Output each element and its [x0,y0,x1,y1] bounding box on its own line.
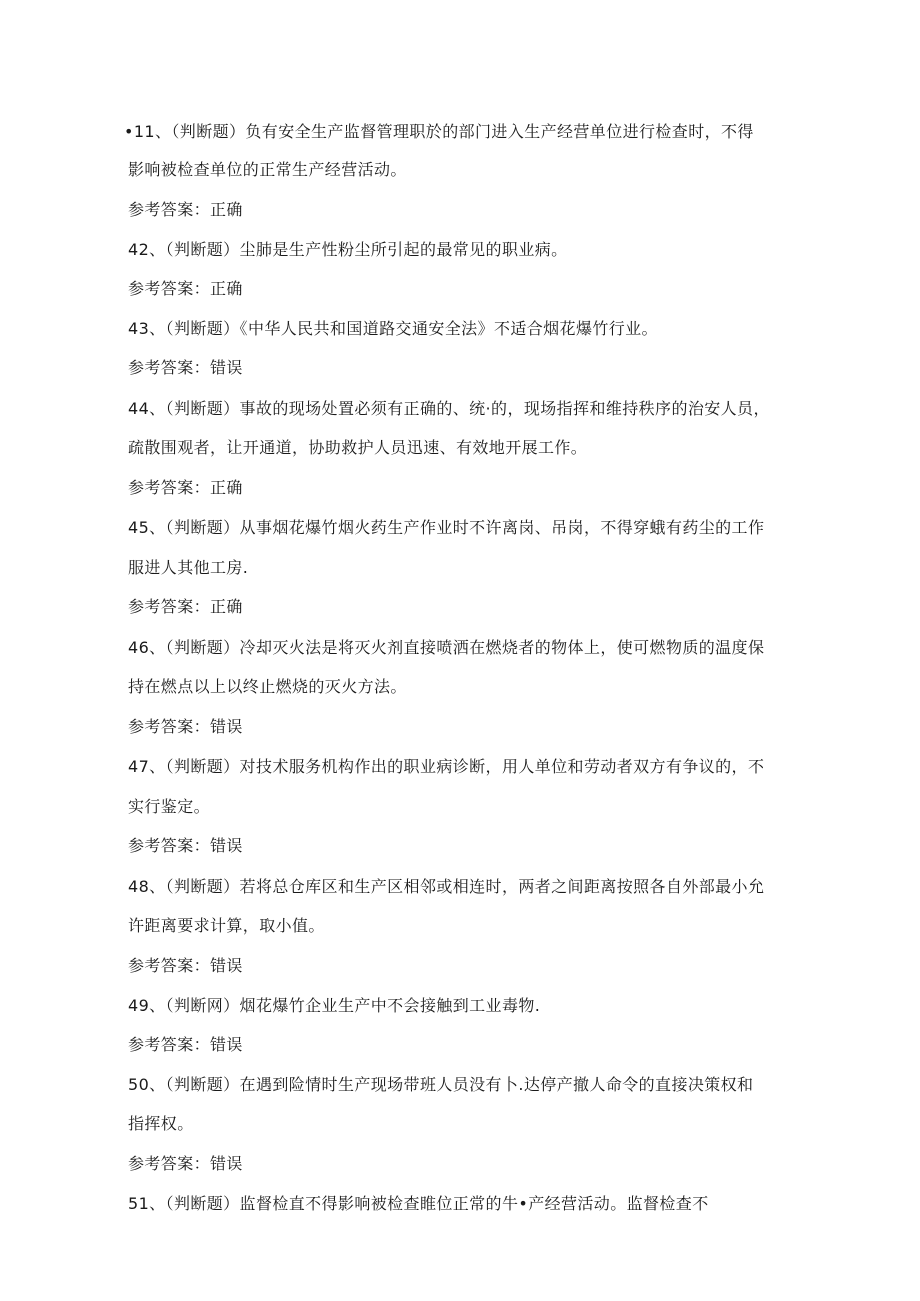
question-46-line-2: 持在燃点以上以终止燃烧的灭火方法。 [128,677,407,696]
question-11-line-1: •11、（判断题）负有安全生产监督管理职於的部门进入生产经营单位进行检查时，不得 [124,122,754,141]
answer-45: 参考答案：正确 [128,597,243,616]
question-44-line-1: 44、（判断题）事故的现场处置必须有正确的、统·的，现场指挥和维持秩序的治安人员， [128,399,770,418]
question-48-line-2: 许距离要求计算，取小值。 [128,916,325,935]
answer-48: 参考答案：错误 [128,956,243,975]
answer-43: 参考答案：错误 [128,358,243,377]
answer-46: 参考答案：错误 [128,717,243,736]
question-43-line-1: 43、（判断题）《中华人民共和国道路交通安全法》不适合烟花爆竹行业。 [128,319,658,338]
question-11-line-2: 影响被检查单位的正常生产经营活动。 [128,160,407,179]
answer-11: 参考答案：正确 [128,200,243,219]
question-50-line-1: 50、（判断题）在遇到险情时生产现场带班人员没有卜.达停产撤人命令的直接决策权和 [128,1075,754,1094]
question-47-line-1: 47、（判断题）对技术服务机构作出的职业病诊断，用人单位和劳动者双方有争议的，不 [128,757,765,776]
question-48-line-1: 48、（判断题）若将总仓库区和生产区相邻或相连时，两者之间距离按照各自外部最小允 [128,877,765,896]
answer-47: 参考答案：错误 [128,836,243,855]
question-45-line-2: 服进人其他工房. [128,558,249,577]
question-44-line-2: 疏散围观者，让开通道，协助救护人员迅速、有效地开展工作。 [128,438,588,457]
question-49-line-1: 49、（判断网）烟花爆竹企业生产中不会接触到工业毒物. [128,996,541,1015]
answer-49: 参考答案：错误 [128,1035,243,1054]
question-50-line-2: 指挥权。 [128,1114,194,1133]
answer-44: 参考答案：正确 [128,478,243,497]
answer-42: 参考答案：正确 [128,279,243,298]
answer-50: 参考答案：错误 [128,1154,243,1173]
question-51-line-1: 51、（判断题）监督检直不得影响被检查睢位正常的牛•产经营活动。监督检查不 [128,1194,709,1213]
question-45-line-1: 45、（判断题）从事烟花爆竹烟火药生产作业时不许离岗、吊岗，不得穿蛾有药尘的工作 [128,518,765,537]
question-47-line-2: 实行鉴定。 [128,797,211,816]
question-42-line-1: 42、（判断题）尘肺是生产性粉尘所引起的最常见的职业病。 [128,240,568,259]
question-46-line-1: 46、（判断题）冷却灭火法是将灭火剂直接喷洒在燃烧者的物体上，使可燃物质的温度保 [128,638,765,657]
